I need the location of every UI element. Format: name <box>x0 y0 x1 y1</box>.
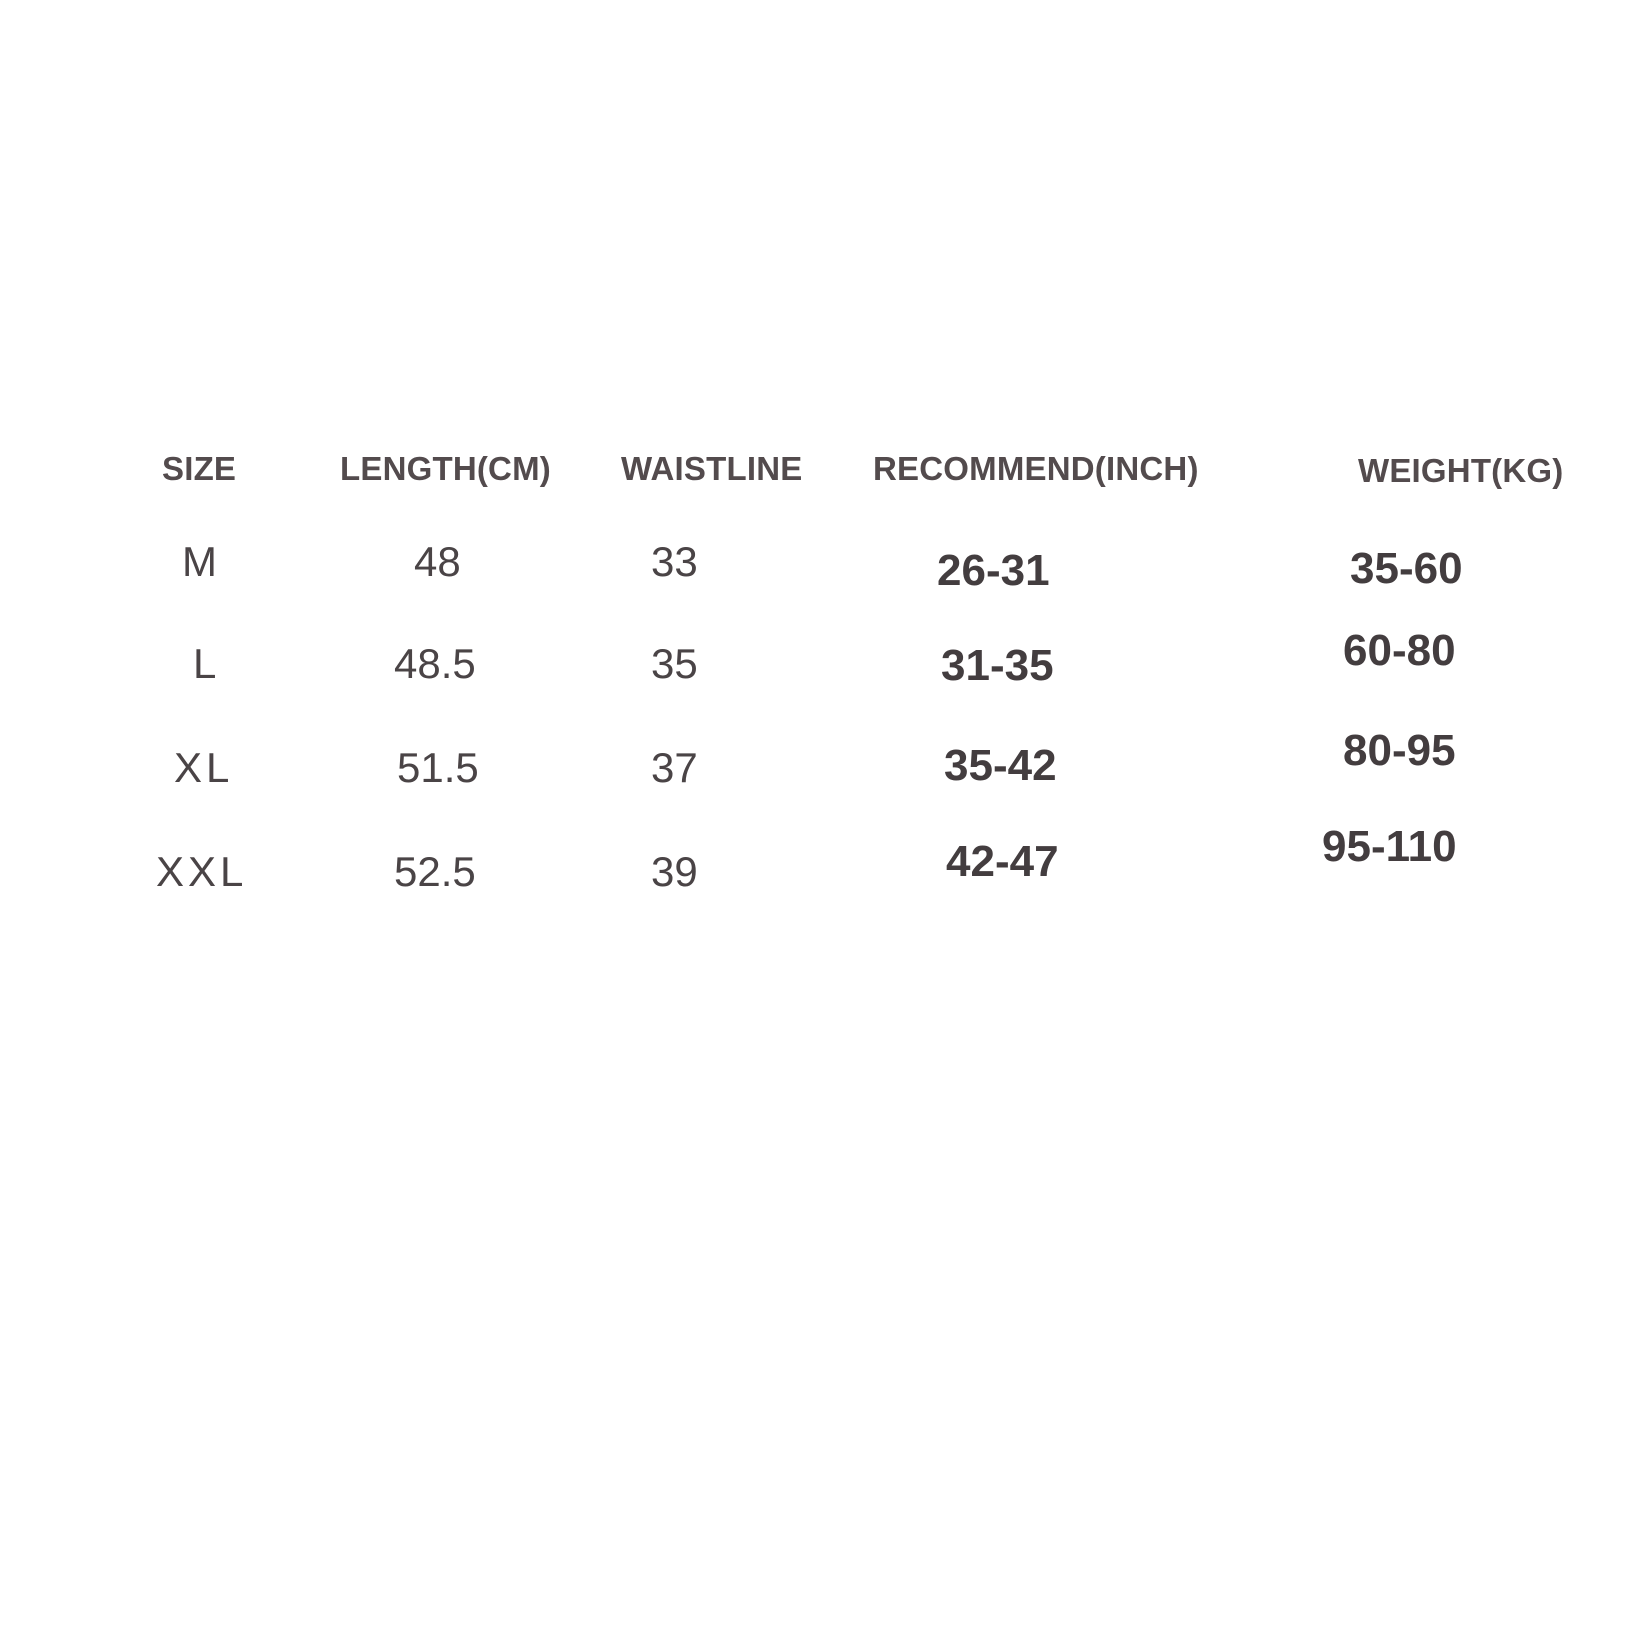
header-waistline: WAISTLINE <box>621 450 803 487</box>
row-l-size: L <box>193 640 221 687</box>
row-xl-size: XL <box>174 744 234 791</box>
row-m-size: M <box>182 538 221 585</box>
row-xxl-size: XXL <box>156 848 248 895</box>
row-xxl-weight: 95-110 <box>1322 822 1457 871</box>
row-xxl-recommend: 42-47 <box>946 837 1059 886</box>
row-m-length: 48 <box>414 538 461 585</box>
row-xxl-waistline: 39 <box>651 848 698 895</box>
row-m-recommend: 26-31 <box>937 546 1050 595</box>
row-m-waistline: 33 <box>651 538 698 585</box>
row-xxl-length: 52.5 <box>394 848 476 895</box>
row-xl-length: 51.5 <box>397 744 479 791</box>
row-l-recommend: 31-35 <box>941 641 1054 690</box>
row-xl-waistline: 37 <box>651 744 698 791</box>
row-l-length: 48.5 <box>394 640 476 687</box>
row-xl-weight: 80-95 <box>1343 726 1456 775</box>
row-m-weight: 35-60 <box>1350 544 1463 593</box>
header-recommend: RECOMMEND(INCH) <box>873 450 1199 487</box>
header-size: SIZE <box>162 450 237 487</box>
header-length: LENGTH(CM) <box>340 450 551 487</box>
header-weight: WEIGHT(KG) <box>1358 452 1564 489</box>
row-xl-recommend: 35-42 <box>944 741 1057 790</box>
row-l-weight: 60-80 <box>1343 626 1456 675</box>
row-l-waistline: 35 <box>651 640 698 687</box>
